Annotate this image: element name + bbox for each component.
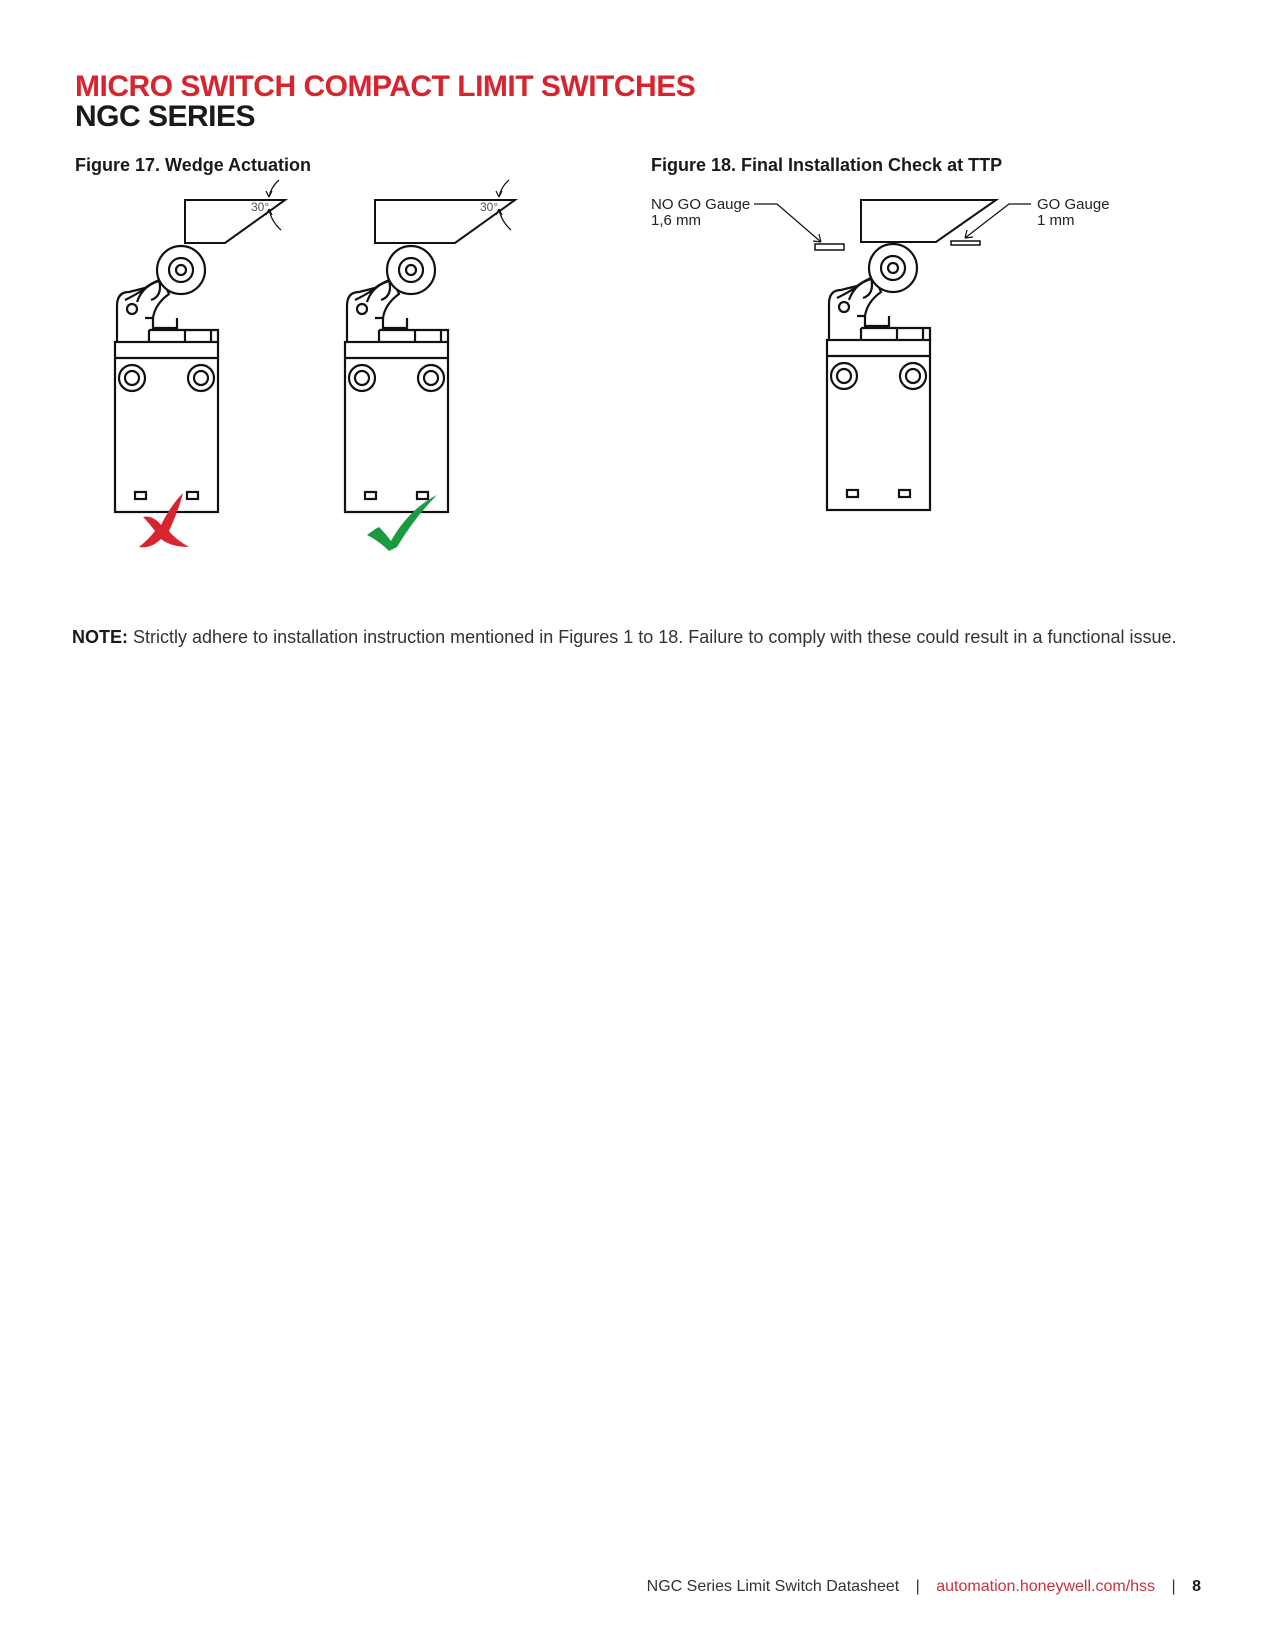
- wedge-actuator: [861, 200, 996, 242]
- note-label: NOTE:: [72, 627, 128, 647]
- figure-17-caption: Figure 17. Wedge Actuation: [75, 155, 312, 175]
- footer-separator: |: [1171, 1578, 1176, 1595]
- footer-separator: |: [915, 1578, 920, 1595]
- switch-drawing-incorrect: [115, 180, 285, 512]
- switch-drawing: [827, 244, 930, 510]
- angle-label-left: 30°: [251, 200, 270, 214]
- footer-doc-name: NGC Series Limit Switch Datasheet: [646, 1578, 900, 1595]
- page-number: 8: [1192, 1578, 1201, 1595]
- figure-18-installation-check: [651, 180, 1131, 520]
- document-title: MICRO SWITCH COMPACT LIMIT SWITCHES: [75, 70, 696, 103]
- no-go-leader-line: [754, 204, 821, 242]
- go-gauge-value: 1 mm: [1037, 212, 1075, 229]
- note-text: Strictly adhere to installation instruction mentioned in Figures 1 to 18. Failure to comply with these could result in a functional issue.: [128, 627, 1177, 647]
- installation-note: [72, 624, 1192, 650]
- page-footer: [647, 1578, 1201, 1596]
- footer-url-link[interactable]: automation.honeywell.com/hss: [936, 1578, 1156, 1595]
- document-subtitle: NGC SERIES: [75, 100, 256, 133]
- no-go-gauge-shim: [815, 244, 844, 250]
- angle-label-right: 30°: [480, 200, 499, 214]
- figure-18-caption: Figure 18. Final Installation Check at TTP: [651, 155, 1003, 175]
- figure-17-wedge-actuation: [75, 175, 535, 555]
- wedge-actuator-left: [185, 200, 285, 243]
- no-go-gauge-label: NO GO Gauge: [651, 196, 751, 213]
- go-gauge-label: GO Gauge: [1037, 196, 1110, 213]
- switch-drawing-correct: [345, 180, 515, 512]
- go-gauge-shim: [951, 241, 980, 245]
- no-go-gauge-value: 1,6 mm: [651, 212, 702, 229]
